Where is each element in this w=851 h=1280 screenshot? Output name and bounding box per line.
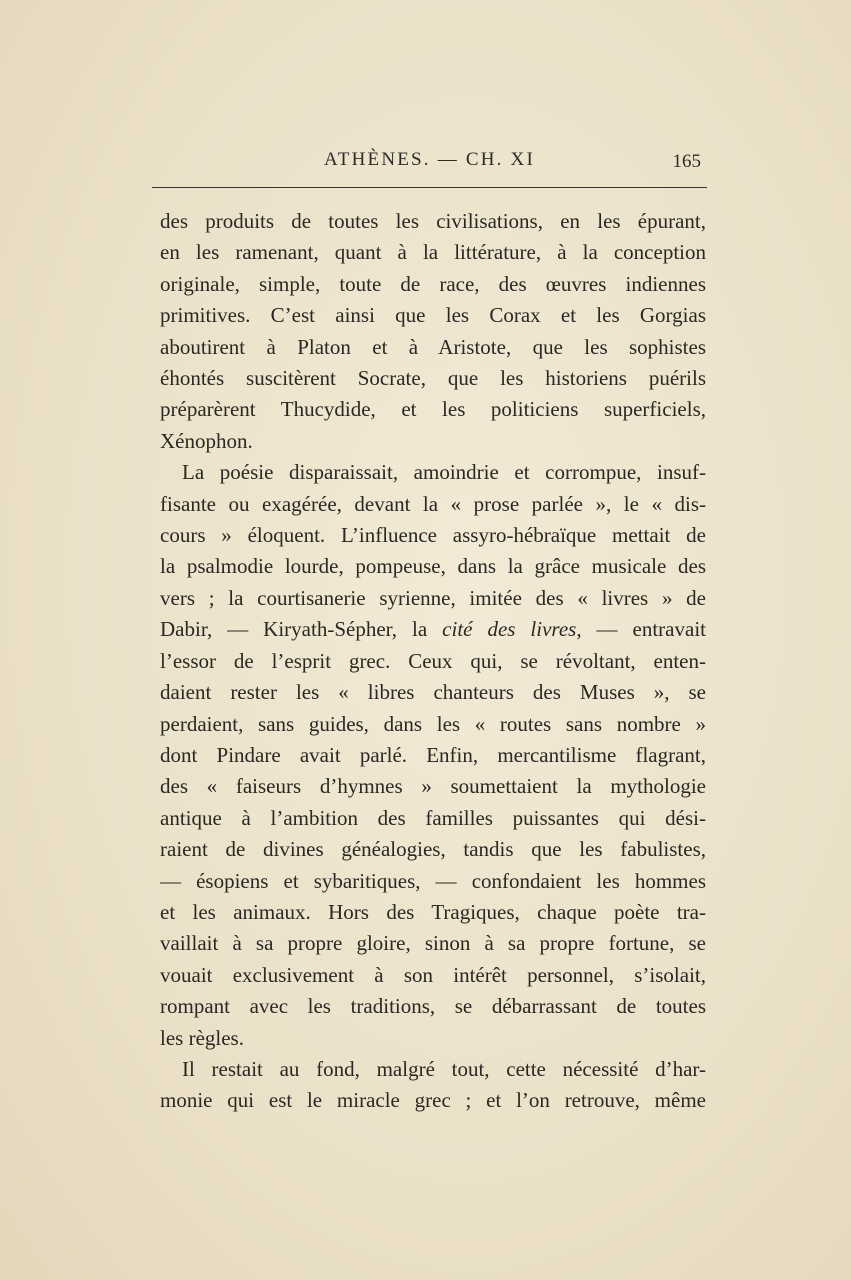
text-line: préparèrent Thucydide, et les politiciens superficiels, bbox=[160, 397, 706, 422]
text-line: des produits de toutes les civilisations, en les épurant, bbox=[160, 209, 706, 233]
header-rule bbox=[152, 187, 707, 188]
body-text bbox=[160, 206, 706, 1117]
text-line: perdaient, sans guides, dans les « routes sans nombre » bbox=[160, 711, 706, 736]
text-line: antique à l’ambition des familles puissantes qui dési- bbox=[160, 805, 706, 830]
text-line: — ésopiens et sybaritiques, — confondaient les hommes bbox=[160, 868, 706, 893]
paragraph-1 bbox=[160, 206, 706, 457]
text-line: l’essor de l’esprit grec. Ceux qui, se révoltant, enten- bbox=[160, 648, 706, 673]
text-line: monie qui est le miracle grec ; et l’on retrouve, même bbox=[160, 1088, 706, 1113]
text-line: cours » éloquent. L’influence assyro-hébraïque mettait de bbox=[160, 523, 706, 548]
text-line: originale, simple, toute de race, des œuvres indiennes bbox=[160, 271, 706, 296]
text-line: Il restait au fond, malgré tout, cette nécessité d’har- bbox=[182, 1056, 706, 1081]
text-line: Dabir, — Kiryath-Sépher, la cité des livres, — entravait bbox=[160, 617, 706, 642]
text-line: vaillait à sa propre gloire, sinon à sa propre fortune, se bbox=[160, 931, 706, 956]
paragraph-2 bbox=[160, 457, 706, 1054]
running-title: ATHÈNES. — CH. XI bbox=[323, 149, 536, 170]
text-line: La poésie disparaissait, amoindrie et corrompue, insuf- bbox=[182, 460, 706, 485]
text-line: les règles. bbox=[160, 1025, 244, 1050]
text-line: en les ramenant, quant à la littérature, à la conception bbox=[160, 240, 706, 265]
text-line: et les animaux. Hors des Tragiques, chaque poète tra- bbox=[160, 899, 706, 924]
text-line: primitives. C’est ainsi que les Corax et les Gorgias bbox=[160, 303, 706, 328]
text-line: dont Pindare avait parlé. Enfin, mercantilisme flagrant, bbox=[160, 742, 706, 767]
text-line: des « faiseurs d’hymnes » soumettaient la mythologie bbox=[160, 774, 706, 799]
text-line: la psalmodie lourde, pompeuse, dans la grâce musicale des bbox=[160, 554, 706, 579]
text-line: rompant avec les traditions, se débarrassant de toutes bbox=[160, 994, 706, 1019]
text-line: vers ; la courtisanerie syrienne, imitée des « livres » de bbox=[160, 585, 706, 610]
paragraph-3 bbox=[160, 1054, 706, 1117]
text-line: daient rester les « libres chanteurs des Muses », se bbox=[160, 680, 706, 705]
text-line: Xénophon. bbox=[160, 428, 253, 453]
text-line: raient de divines généalogies, tandis que les fabulistes, bbox=[160, 837, 706, 862]
page-header bbox=[152, 149, 707, 179]
page-number: 165 bbox=[672, 151, 701, 172]
text-line: fisante ou exagérée, devant la « prose parlée », le « dis- bbox=[160, 491, 706, 516]
text-line: vouait exclusivement à son intérêt personnel, s’isolait, bbox=[160, 962, 706, 987]
text-line: éhontés suscitèrent Socrate, que les historiens puérils bbox=[160, 366, 706, 391]
text-line: aboutirent à Platon et à Aristote, que les sophistes bbox=[160, 334, 706, 359]
